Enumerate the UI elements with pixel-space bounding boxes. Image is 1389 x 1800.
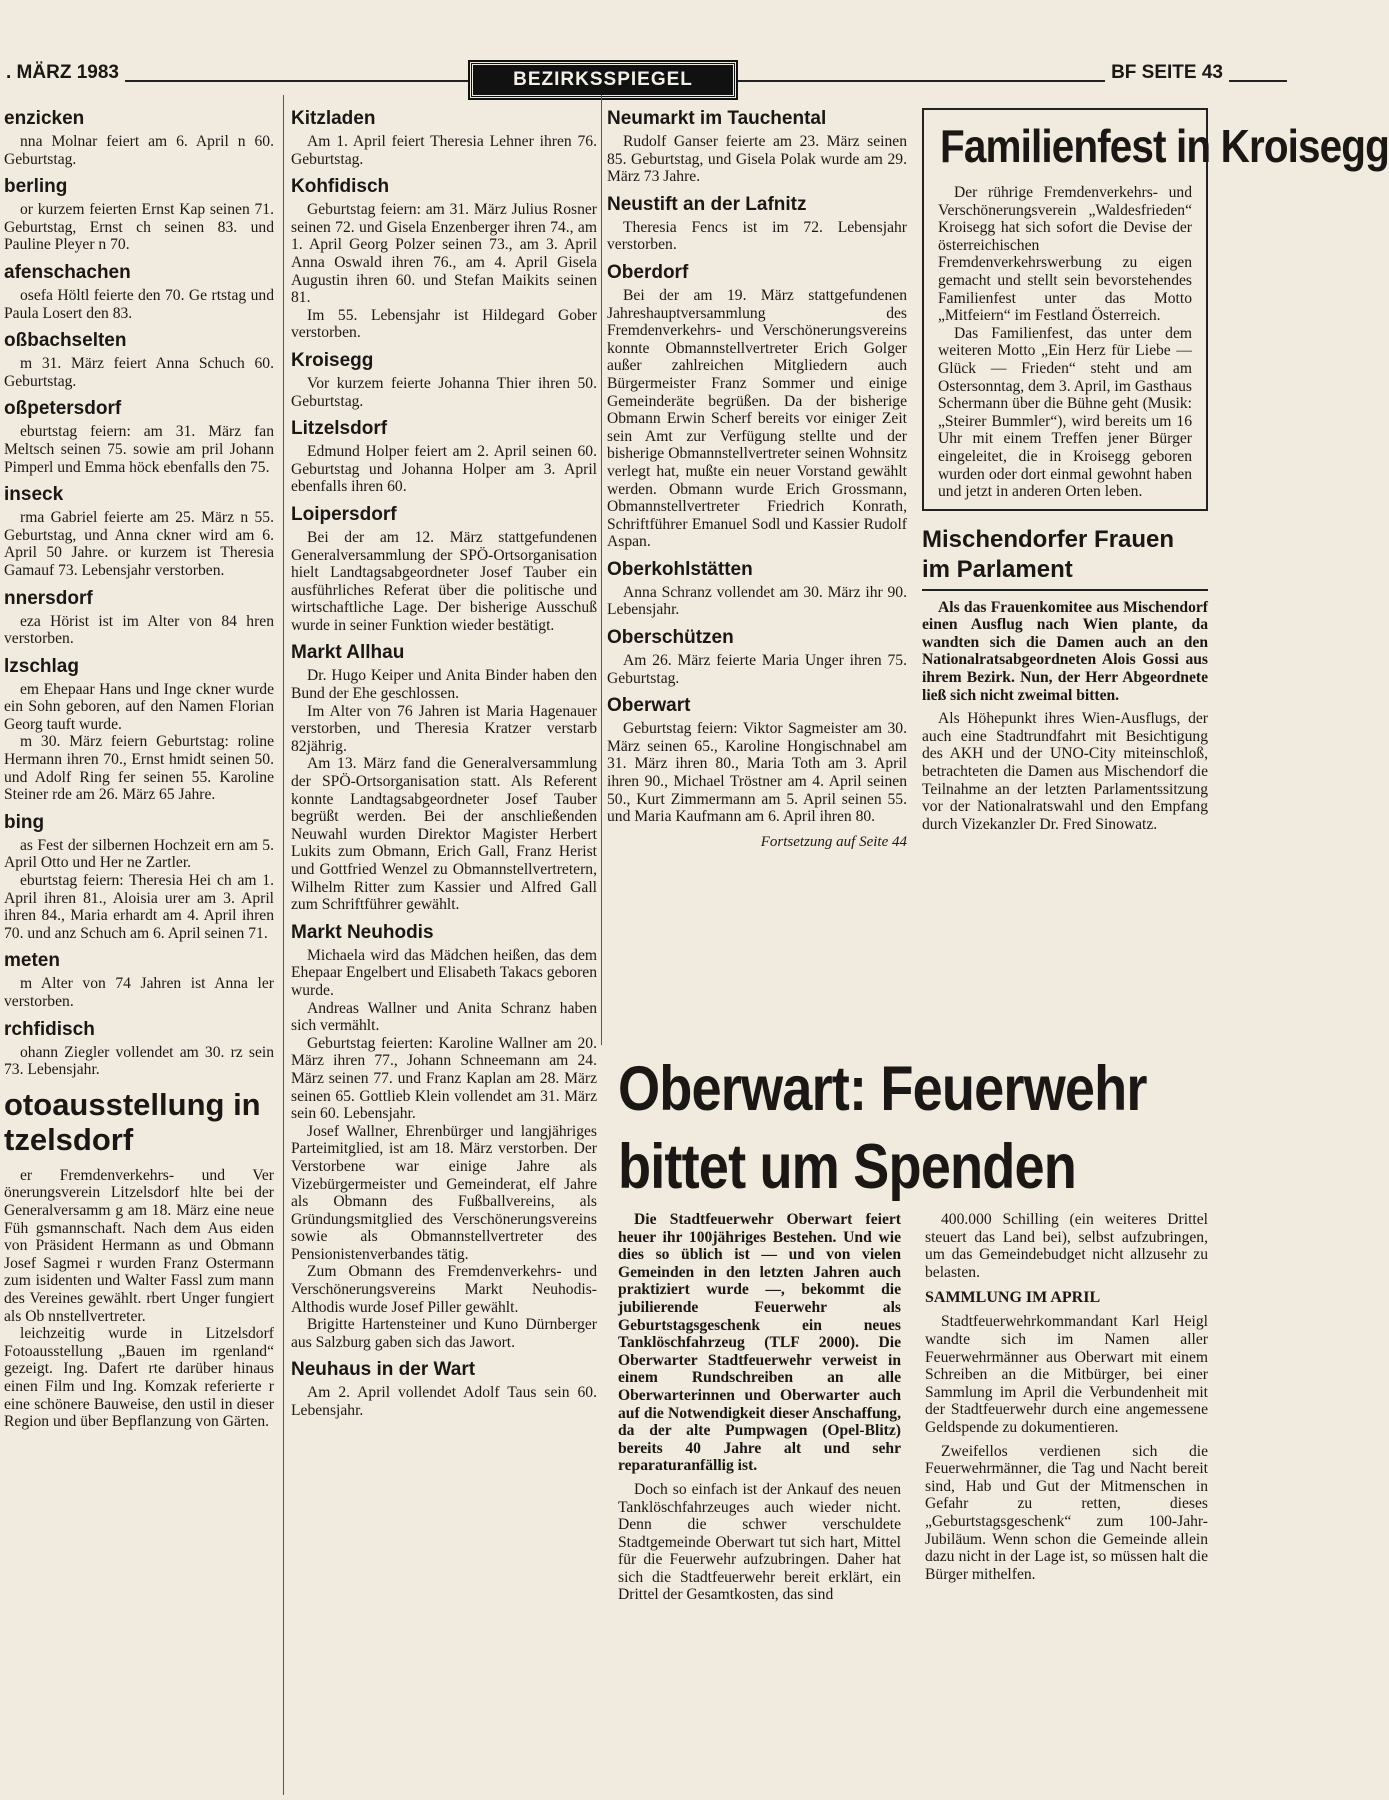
frauen-lead: Als das Frauenkomitee aus Mischendorf einen Ausflug nach Wien plante, da wandten sich die Damen auch an den Nationalratsabgeordneten Alois Gossi aus ihrem Bezirk. Nun, der Herr Abgeordnete ließ sich nicht zweimal bitten. (922, 598, 1208, 704)
news-text: Dr. Hugo Keiper und Anita Binder haben den Bund der Ehe geschlossen. (291, 667, 597, 703)
news-text: Bei der am 19. März stattgefundenen Jahreshauptversammlung des Fremdenverkehrs- und Verschönerungsvereins konnte Obmannstellvertreter Erich Golger außer zahlreichen Mitgliedern auch Bürgermeister Franz Sommer und einige Gemeinderäte begrüßen. Da der bisherige Obmann Erwin Scherf bereits vor einiger Zeit sein Amt zur Verfügung stellte und der bisherige Obmannstellvertreter seinen Wohnsitz verlegt hat, mußte ein neuer Vorstand gewählt werden. Obmann wurde Erich Grossmann, Obmannstellvertreter Friedrich Konrath, Schriftführer Emanuel Sodl und Kassier Rudolf Aspan. (607, 286, 907, 551)
news-text: em Ehepaar Hans und Inge ckner wurde ein Sohn geboren, auf den Namen Florian Georg tauft wurde. (4, 680, 274, 733)
familienfest-headline: Familienfest in Kroisegg (940, 120, 1389, 172)
feuerwehr-p4: Stadtfeuerwehrkommandant Karl Heigl wandte sich im Namen aller Feuerwehrmänner aus Oberwart mit einem Schreiben an die Mitbürger, bei einer Sammlung im April die Verbundenheit mit der Stadtfeuerwehr durch eine angemessene Geldspende zu dokumentieren. (925, 1313, 1208, 1436)
page-number: BF SEITE 43 (1105, 62, 1229, 84)
place-heading: Oberkohlstätten (607, 558, 753, 580)
news-text: Im Alter von 76 Jahren ist Maria Hagenauer verstorben, und Theresia Kratzer verstarb 82jährig. (291, 702, 597, 755)
place-heading: oßbachselten (4, 330, 127, 352)
news-text: Geburtstag feiern: Viktor Sagmeister am 30. März seinen 65., Karoline Hongischnabel am 31. März ihren 80., Maria Toth am 3. April ihren 90., Michael Tröstner am 4. April seinen 50., Kurt Zimmermann am 5. April seinen 55. und Maria Kaufmann am 6. April ihren 80. (607, 720, 907, 826)
news-item (607, 194, 907, 254)
feuerwehr-p3: 400.000 Schilling (ein weiteres Drittel steuert das Land bei), selbst aufzubringen, um das Gemeindebudget nicht allzusehr zu belasten. (925, 1211, 1208, 1281)
feuerwehr-p5: Zweifellos verdienen sich die Feuerwehrmänner, die Tag und Nacht bereit sind, Hab und Gut der Mitmenschen in Gefahr zu retten, dieses „Geburtstagsgeschenk“ zum 100-Jahr-Jubiläum. Wenn schon die Gemeinde allein dazu nicht in der Lage ist, so müssen halt die Bürger mithelfen. (925, 1442, 1208, 1583)
continuation-note: Fortsetzung auf Seite 44 (760, 833, 907, 850)
news-text: Bei der am 12. März stattgefundenen Generalversammlung der SPÖ-Ortsorganisation hielt Landtagsabgeordneter Josef Tauber ein ausführliches Referat über die politische und wirtschaftliche Lage. Der bisherige Ausschuß wurde in seiner Funktion wieder bestätigt. (291, 528, 597, 634)
place-heading: Loipersdorf (291, 503, 397, 525)
news-item (607, 627, 907, 687)
news-text: Rudolf Ganser feierte am 23. März seinen 85. Geburtstag, und Gisela Polak wurde am 29. März 73 Jahre. (607, 133, 907, 186)
column-2 (291, 108, 597, 1798)
photo-exhibition-text: er Fremdenverkehrs- und Ver önerungsverein Litzelsdorf hlte bei der Generalversamm g am 18. März eine neue Füh gsmannschaft. Nach dem Aus eiden von Präsident Hermann as und Obmann Josef Sagmei r wurden Franz Ostermann zum isidenten und Walter Fassl zum mann des Vereines gewählt. rbert Unger fungiert als Ob nnstellvertreter. (4, 1166, 274, 1325)
news-item (291, 418, 597, 496)
column-4 (922, 108, 1389, 1048)
news-item (4, 812, 274, 943)
news-item (4, 330, 274, 390)
familienfest-text: Das Familienfest, das unter dem weiteren Motto „Ein Herz für Liebe — Glück — Frieden“ steht und am Ostersonntag, dem 3. April, im Gasthaus Schermann über die Bühne geht (Musik: „Steirer Bummler“), wird bereits um 16 Uhr mit einem Treffen jener Bürger eingeleitet, die in Kroisegg geboren wurden oder dort einmal gewohnt haben und jetzt in anderen Orten leben. (938, 324, 1192, 501)
place-heading: berling (4, 176, 68, 198)
feuerwehr-subhead: SAMMLUNG IM APRIL (925, 1289, 1101, 1307)
news-text: Geburtstag feierten: Karoline Wallner am 20. März ihren 77., Johann Schneemann am 24. März seinen 77. und Franz Kaplan am 28. März seinen 65. Gottlieb Klein vollendet am 31. März sein 60. Lebensjahr. (291, 1034, 597, 1123)
news-text: Am 26. März feierte Maria Unger ihren 75. Geburtstag. (607, 652, 907, 687)
place-heading: inseck (4, 484, 64, 506)
place-heading: Kitzladen (291, 108, 376, 129)
news-item (4, 484, 274, 579)
place-heading: Neustift an der Lafnitz (607, 193, 807, 215)
place-heading: rchfidisch (4, 1018, 95, 1040)
news-item (607, 108, 907, 186)
news-item (4, 398, 274, 476)
place-heading: Litzelsdorf (291, 418, 388, 440)
place-heading: lzschlag (4, 655, 79, 677)
news-text: Andreas Wallner und Anita Schranz haben sich vermählt. (291, 999, 597, 1035)
news-text: Vor kurzem feierte Johanna Thier ihren 50. Geburtstag. (291, 374, 597, 410)
news-text: Edmund Holper feiert am 2. April seinen 60. Geburtstag und Johanna Holper am 3. April ebenfalls ihren 60. (291, 443, 597, 496)
feuerwehr-col-right (925, 1211, 1208, 1604)
place-heading: Kroisegg (291, 349, 374, 371)
place-heading: bing (4, 811, 45, 833)
feuerwehr-headline-1: Oberwart: Feuerwehr (618, 1054, 1147, 1124)
place-heading: enzicken (4, 108, 85, 129)
place-heading: Markt Allhau (291, 642, 405, 664)
news-text: eburtstag feiern: am 31. März fan Meltsch seinen 75. sowie am pril Johann Pimperl und Emma höck ebenfalls den 75. (4, 423, 274, 476)
issue-date: . MÄRZ 1983 (0, 62, 125, 84)
familienfest-box (922, 108, 1389, 511)
news-item (4, 588, 274, 648)
place-heading: Kohfidisch (291, 176, 390, 198)
place-heading: Oberdorf (607, 261, 689, 283)
feuerwehr-lead: Die Stadtfeuerwehr Oberwart feiert heuer ihr 100jähriges Bestehen. Und wie dies so üblich ist — und von vielen Gemeinden in den letzten Jahren auch praktiziert wurde —, bekommt die jubilierende Feuerwehr als Geburtstagsgeschenk ein neues Tanklöschfahrzeug (TLF 2000). Die Oberwarter Stadtfeuerwehr verweist in einem Rundschreiben an alle Oberwarterinnen und Oberwarter auch auf die Notwendigkeit dieser Anschaffung, da der alte Pumpwagen (Opel-Blitz) bereits 40 Jahre alt und sehr reparaturanfällig ist. (618, 1211, 901, 1475)
news-text: Michaela wird das Mädchen heißen, das dem Ehepaar Engelbert und Elisabeth Takacs geboren wurde. (291, 946, 597, 999)
feuerwehr-col-left (618, 1211, 901, 1604)
news-item (607, 559, 907, 619)
news-text: nna Molnar feiert am 6. April n 60. Geburtstag. (4, 133, 274, 168)
news-text: osefa Höltl feierte den 70. Ge rtstag und Paula Losert den 83. (4, 286, 274, 322)
place-heading: nnersdorf (4, 587, 93, 609)
news-text: eza Hörist ist im Alter von 84 hren verstorben. (4, 612, 274, 648)
news-item (291, 642, 597, 913)
feuerwehr-p2: Doch so einfach ist der Ankauf des neuen Tanklöschfahrzeuges auch wieder nicht. Denn die schwer verschuldete Stadtgemeinde Oberwart tut sich hart, Mittel für die Feuerwehr aufzubringen. Daher hat sich die Stadtfeuerwehr bereit erklärt, ein Drittel der Gesamtkosten, das sind (618, 1480, 901, 1604)
news-text: m 31. März feiert Anna Schuch 60. Geburtstag. (4, 355, 274, 390)
news-item (291, 176, 597, 342)
news-text: rma Gabriel feierte am 25. März n 55. Geburtstag, und Anna ckner wird am 6. April 50 Jahre. or kurzem ist Theresia Gamauf 73. Lebensjahr verstorben. (4, 509, 274, 579)
familienfest-text: Der rührige Fremdenverkehrs- und Verschönerungsverein „Waldesfrieden“ Kroisegg hat sich sofort die Devise der österreichischen Fremdenverkehrswerbung zu eigen gemacht und stellt sein bevorstehendes Familienfest unter das Motto „Mitfeiern“ im Festland Österreich. (938, 184, 1192, 325)
news-text: m Alter von 74 Jahren ist Anna ler verstorben. (4, 975, 274, 1010)
news-text: Am 1. April feiert Theresia Lehner ihren 76. Geburtstag. (291, 133, 597, 168)
column-divider (601, 95, 602, 1045)
news-text: Anna Schranz vollendet am 30. März ihr 90. Lebensjahr. (607, 583, 907, 619)
place-heading: Oberschützen (607, 627, 734, 649)
news-item (291, 922, 597, 1352)
place-heading: Markt Neuhodis (291, 921, 434, 943)
news-text: Zum Obmann des Fremdenverkehrs- und Verschönerungsvereins Markt Neuhodis-Althodis wurde Josef Piller gewählt. (291, 1263, 597, 1316)
news-item (4, 1019, 274, 1079)
news-item (291, 108, 597, 168)
news-item (4, 108, 274, 168)
photo-exhibition-text: leichzeitig wurde in Litzelsdorf Fotoausstellung „Bauen im rgenland“ gezeigt. Ing. Dafert rte darüber hinaus einen Film und Ing. Komzak referierte r eine schönere Bauweise, den ustil in dieser Region und über Bepflanzung von Gärten. (4, 1325, 274, 1431)
news-item (607, 262, 907, 551)
news-item (4, 656, 274, 804)
feuerwehr-story (618, 1055, 1208, 1795)
news-item (4, 176, 274, 254)
news-item (291, 504, 597, 635)
news-text: Am 2. April vollendet Adolf Taus sein 60. Lebensjahr. (291, 1384, 597, 1420)
news-text: Am 13. März fand die Generalversammlung der SPÖ-Ortsorganisation statt. Als Referent konnte Landtagsabgeordneter Josef Tauber begrüßt werden. Bei der anschließenden Neuwahl wurden Direktor Magister Herbert Lukits zum Obmann, Erich Gall, Franz Herist und Gottfried Wenzel zu Obmannstellvertretern, Wilhelm Ritter zum Kassier und Alfred Gall zum Schriftführer gewählt. (291, 755, 597, 914)
news-item (4, 950, 274, 1010)
photo-exhibition-headline: otoausstellung in tzelsdorf (4, 1086, 261, 1157)
news-text: Geburtstag feiern: am 31. März Julius Rosner seinen 72. und Gisela Enzenberger ihren 74., am 1. April Georg Polzer seinen 73., am 3. April Anna Oswald ihren 76., am 4. April Gisela Augustin ihren 60. und Stefan Maikits seinen 81. (291, 201, 597, 307)
feuerwehr-headline-2: bittet um Spenden (618, 1132, 1076, 1202)
place-heading: Neuhaus in der Wart (291, 1359, 476, 1381)
place-heading: Oberwart (607, 695, 691, 717)
column-3 (607, 108, 907, 1060)
place-heading: oßpetersdorf (4, 398, 122, 420)
news-text: or kurzem feierten Ernst Kap seinen 71. Geburtstag, Ernst ch seinen 83. und Pauline Pleyer n 70. (4, 201, 274, 254)
news-text: m 30. März feiern Geburtstag: roline Hermann ihren 70., Ernst hmidt seinen 50. und Adolf Ring fer seinen 55. Karoline Steiner rde am 26. März 65 Jahre. (4, 733, 274, 804)
frauen-headline: Mischendorfer Frauen im Parlament (922, 525, 1208, 591)
news-text: eburtstag feiern: Theresia Hei ch am 1. April ihren 81., Aloisia urer am 3. April ihren 84., Maria erhardt am 4. April ihren 70. und anz Schuch am 6. April seinen 71. (4, 872, 274, 942)
column-1 (4, 108, 274, 1798)
news-text: ohann Ziegler vollendet am 30. rz sein 73. Lebensjahr. (4, 1043, 274, 1079)
news-text: Brigitte Hartensteiner und Kuno Dürnberger aus Salzburg gaben sich das Jawort. (291, 1316, 597, 1351)
news-text: Theresia Fencs ist im 72. Lebensjahr verstorben. (607, 218, 907, 254)
news-item (291, 350, 597, 410)
news-text: Im 55. Lebensjahr ist Hildegard Gober verstorben. (291, 306, 597, 342)
place-heading: afenschachen (4, 261, 131, 283)
news-item (607, 695, 907, 826)
news-text: Josef Wallner, Ehrenbürger und langjähriges Parteimitglied, ist am 18. März verstorben. Der Verstorbene war einige Jahre als Vizebürgermeister und Gemeinderat, elf Jahre als Obmann des Fußballvereins, als Gründungsmitglied des Verschönerungsvereins sowie als Obmannstellvertreter des Pensionistenverbandes tätig. (291, 1122, 597, 1263)
section-title: BEZIRKSSPIEGEL (470, 62, 736, 98)
column-divider (283, 95, 284, 1795)
news-item (291, 1359, 597, 1419)
news-text: as Fest der silbernen Hochzeit ern am 5. April Otto und Her ne Zartler. (4, 836, 274, 872)
place-heading: Neumarkt im Tauchental (607, 108, 827, 129)
frauen-text: Als Höhepunkt ihres Wien-Ausflugs, der auch eine Stadtrundfahrt mit Besichtigung des AKH und der UNO-City miteinschloß, betrachteten die Damen aus Mischendorf die Teilnahme an der letzten Parlamentssitzung vor der Nationalratswahl und den Empfang durch Vizekanzler Dr. Fred Sinowatz. (922, 710, 1208, 833)
news-item (4, 262, 274, 322)
place-heading: meten (4, 950, 60, 972)
